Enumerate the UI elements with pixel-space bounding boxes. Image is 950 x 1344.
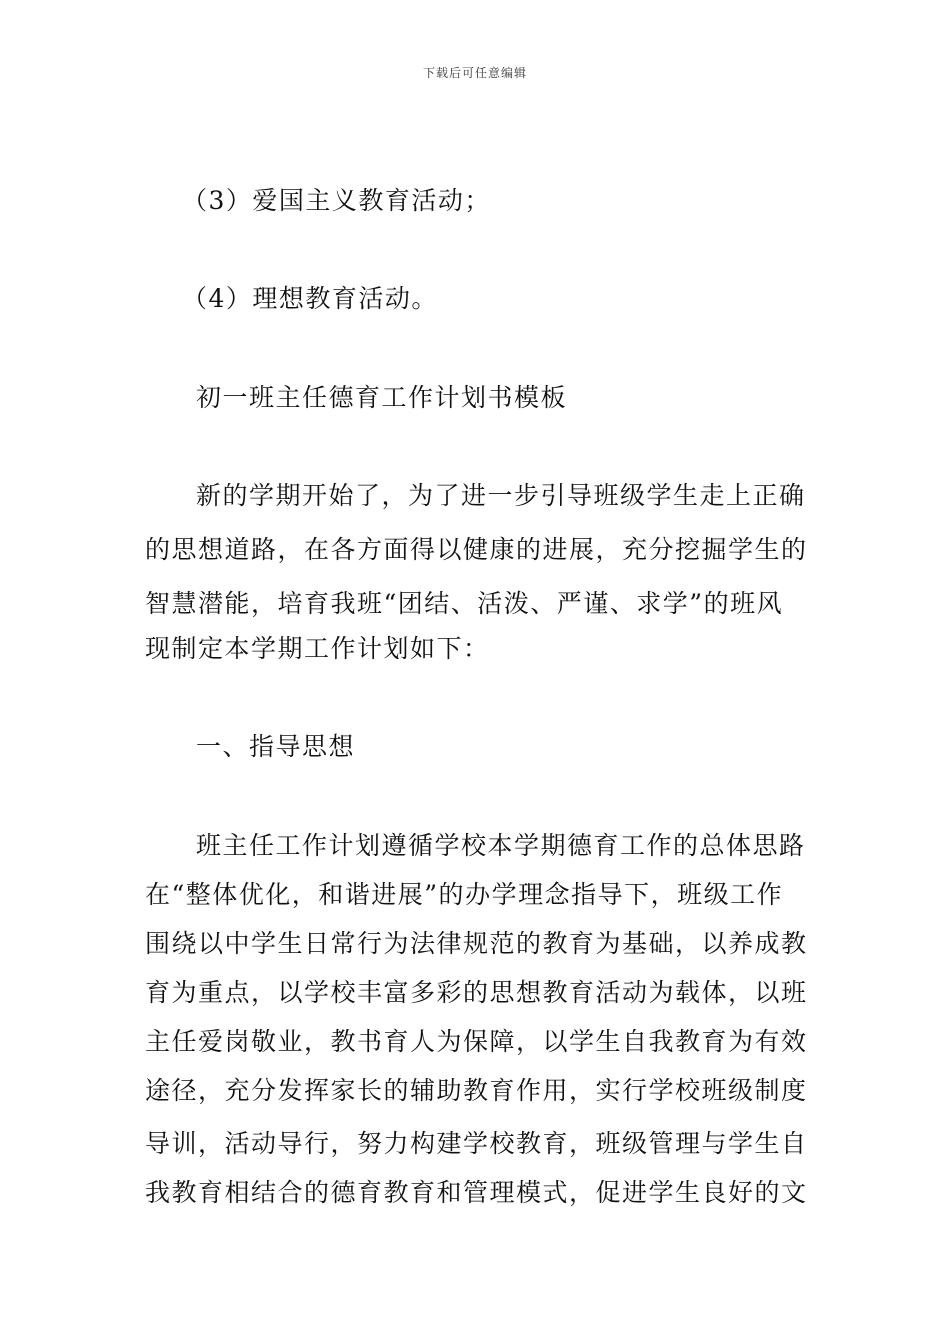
paragraph-line: 在“整体优化，和谐进展”的办学理念指导下，班级工作 <box>145 880 784 909</box>
document-title: 初一班主任德育工作计划书模板 <box>196 383 568 412</box>
paragraph-line: 主任爱岗敬业，教书育人为保障，以学生自我教育为有效 <box>145 1027 808 1056</box>
paragraph-line: 导训，活动导行，努力构建学校教育，班级管理与学生自 <box>145 1129 808 1158</box>
paragraph-line: 智慧潜能，培育我班“团结、活泼、严谨、求学”的班风 <box>145 589 784 618</box>
paragraph-line: 育为重点，以学校丰富多彩的思想教育活动为载体，以班 <box>145 978 808 1007</box>
page-header: 下载后可任意编辑 <box>422 66 527 80</box>
section-heading: 一、指导思想 <box>196 732 356 761</box>
paragraph-line: 新的学期开始了，为了进一步引导班级学生走上正确 <box>196 481 806 510</box>
list-item-3: （3）爱国主义教育活动； <box>182 186 491 215</box>
paragraph-line: 现制定本学期工作计划如下： <box>145 634 490 663</box>
paragraph-line: 的思想道路，在各方面得以健康的进展，充分挖掘学生的 <box>145 535 808 564</box>
paragraph-line: 围绕以中学生日常行为法律规范的教育为基础，以养成教 <box>145 929 808 958</box>
paragraph-line: 途径，充分发挥家长的辅助教育作用，实行学校班级制度 <box>145 1076 808 1105</box>
paragraph-line: 班主任工作计划遵循学校本学期德育工作的总体思路 <box>196 831 806 860</box>
paragraph-line: 我教育相结合的德育教育和管理模式，促进学生良好的文 <box>145 1178 808 1207</box>
list-item-4: （4）理想教育活动。 <box>182 284 438 313</box>
